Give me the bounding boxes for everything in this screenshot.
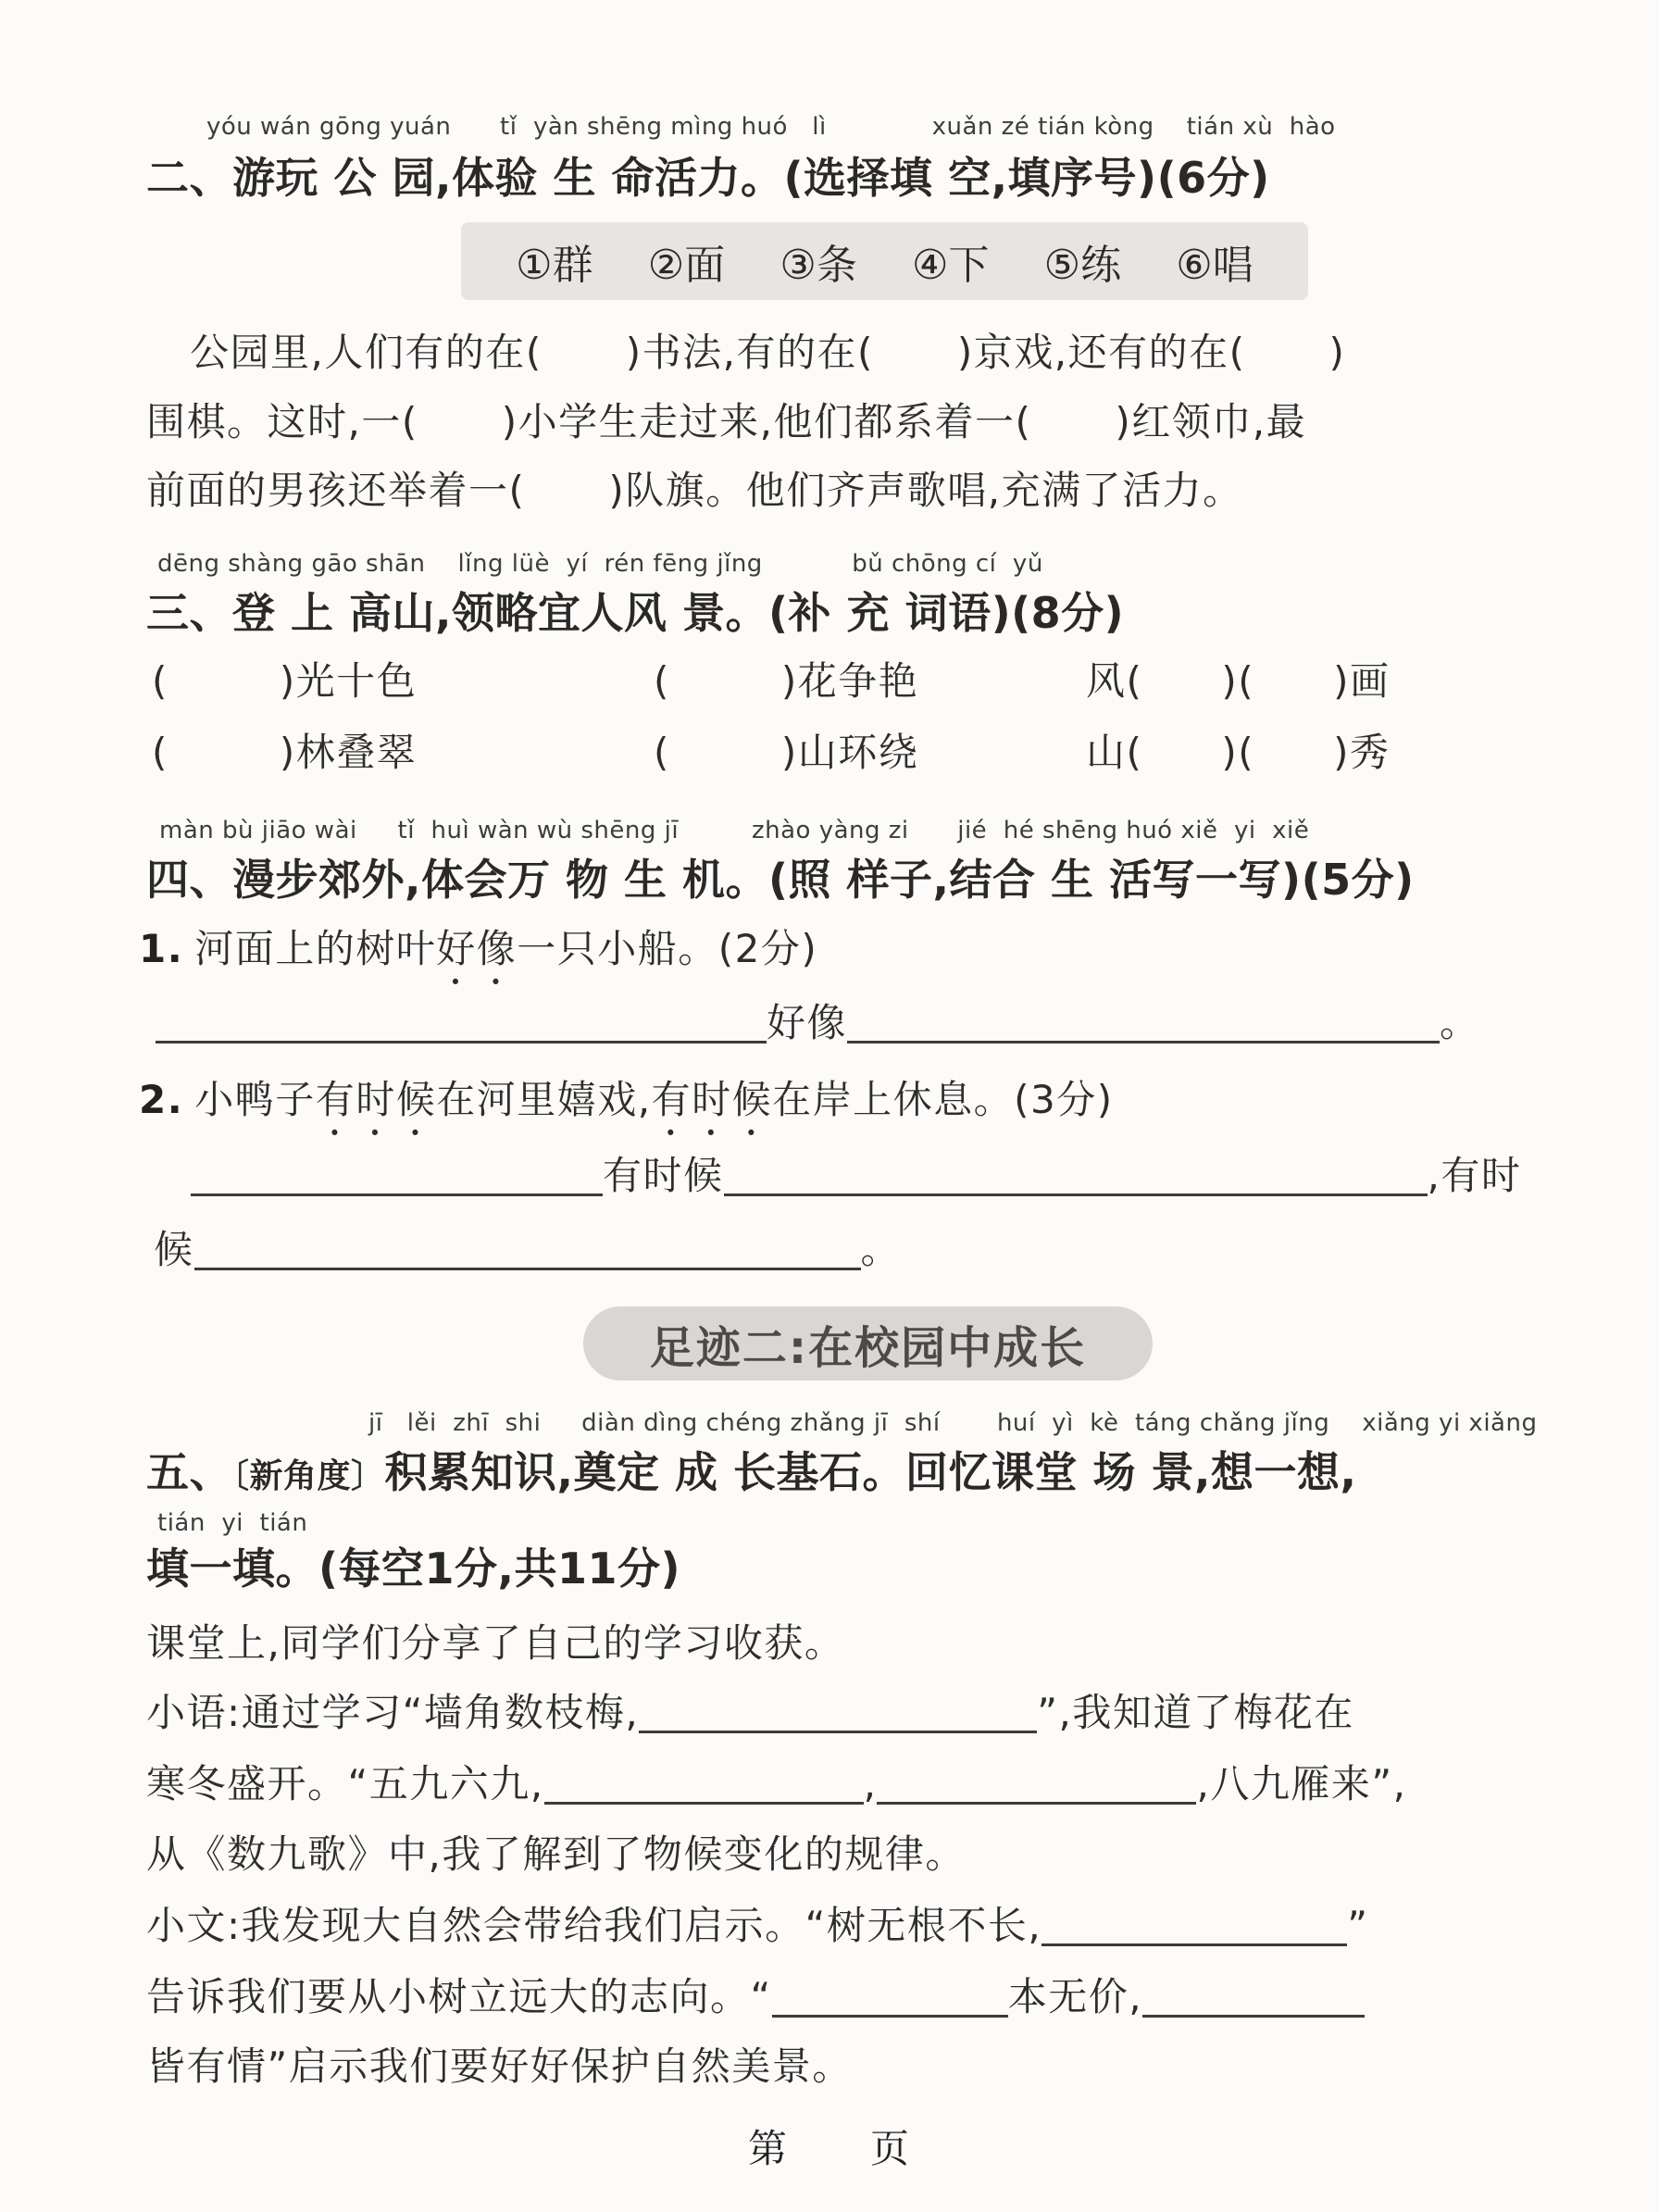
paragraph-line [146,1824,966,1880]
section3-pinyin: dēng shàng gāo shān lǐng lüè yí rén fēng jǐng bǔ chōng cí yǔ [157,550,1043,578]
item-number: 1. [139,926,184,971]
paragraph-line [146,1895,1369,1951]
text-run: 山( [1086,730,1143,775]
text-run: 。 [860,1227,902,1272]
text-run: 。 [1440,1000,1480,1045]
text-run: 从《数九歌》中,我了解到了物候变化的规律。 [146,1831,966,1877]
text-run: )山环绕 [780,730,919,775]
example-sentence [139,919,817,994]
text-run: 小鸭子 [194,1077,316,1122]
text-run: 本无价, [1007,1974,1143,2019]
sentence-text [194,926,817,971]
text-run: ( [152,658,168,704]
heading-text: 积累知识,奠定 成 长基石。回忆课堂 场 景,想一想, [384,1447,1357,1497]
text-run: )书法,有的在( [625,330,874,375]
text-run: 在河里嬉戏, [436,1077,652,1122]
section4-heading: 四、漫步郊外,体会万 物 生 机。(照 样子,结合 生 活写一写)(5分) [146,855,1415,905]
word-completion [1086,651,1391,706]
section2-pinyin: yóu wán gōng yuán tǐ yàn shēng mìng huó lì xuǎn zé tián kòng tián xù hào [206,113,1336,141]
answer-blank[interactable] [544,1763,864,1805]
text-run: ”,我知道了梅花在 [1037,1690,1354,1735]
section3-heading: 三、登 上 高山,领略宜人风 景。(补 充 词语)(8分) [146,588,1125,638]
text-run: 好像 [767,1000,848,1045]
text-run: )京戏,还有的在( [956,330,1246,375]
answer-blank[interactable] [156,1002,767,1044]
text-run: 小文:我发现大自然会带给我们启示。“树无根不长, [146,1903,1042,1948]
word-completion [654,651,918,706]
section5-subheading: 填一填。(每空1分,共11分) [146,1543,681,1593]
text-run: )秀 [1333,730,1391,775]
emphasized-text: 有时候 [651,1077,773,1122]
text-run: )( [1221,658,1255,704]
word-bank-item: ③条 [780,242,857,289]
answer-blank[interactable] [639,1692,1037,1733]
text-run: 前面的男孩还举着一( [146,468,526,513]
paragraph-line [146,2036,853,2092]
page-footer: 第 页 [747,2126,911,2171]
text-run: , [863,1761,878,1806]
fill-blank-sentence [146,392,1306,447]
answer-blank[interactable] [847,1002,1440,1044]
paragraph-line [146,1682,1354,1738]
text-run: 有时候 [603,1153,724,1198]
example-sentence [139,1069,1114,1144]
text-run: ( [654,658,670,704]
text-run: 课堂上,同学们分享了自己的学习收获。 [146,1620,845,1666]
section-banner [583,1306,1153,1381]
answer-line [156,993,1480,1048]
text-run: )队旗。他们齐声歌唱,充满了活力。 [608,468,1243,513]
text-run: 风( [1086,658,1143,704]
paragraph-line [146,1967,1365,2022]
text-run: ) [1328,330,1346,375]
fill-blank-sentence [190,322,1345,378]
text-run: 候 [154,1227,194,1272]
section2-heading: 二、游玩 公 园,体验 生 命活力。(选择填 空,填序号)(6分) [146,153,1270,203]
text-run: 一只小船。(2分) [517,926,818,971]
paragraph-line [146,1613,844,1668]
text-run: ,八九雁来”, [1196,1761,1407,1806]
paragraph-line [146,1754,1406,1809]
text-run: ” [1347,1903,1369,1948]
answer-line [191,1145,1521,1201]
sentence-text [194,1077,1113,1122]
word-bank-item: ②面 [647,242,726,289]
answer-blank[interactable] [1042,1905,1347,1946]
answer-blank[interactable] [191,1155,603,1196]
text-run: )林叠翠 [279,730,418,775]
heading-number: 五、 [146,1447,232,1497]
text-run: 小语:通过学习“墙角数枝梅, [146,1690,640,1735]
answer-line [154,1219,901,1275]
answer-blank[interactable] [772,1976,1008,2018]
word-completion [152,722,417,778]
word-bank-item: ④下 [912,242,990,289]
word-bank-item: ①群 [516,242,593,289]
answer-blank[interactable] [877,1763,1196,1805]
new-angle-badge: 〔新角度〕 [232,1457,385,1495]
word-bank-item: ⑥唱 [1176,242,1254,289]
fill-blank-sentence [146,460,1243,516]
text-run: )画 [1333,658,1391,704]
word-bank [461,222,1308,300]
section5-pinyin2: tián yi tián [157,1509,308,1537]
text-run: 皆有情”启示我们要好好保护自然美景。 [146,2043,853,2089]
section4-pinyin: màn bù jiāo wài tǐ huì wàn wù shēng jī zhào yàng zi jié hé shēng huó xiě yi xiě [159,817,1310,844]
text-run: 在岸上休息。(3分) [772,1077,1114,1122]
word-bank-item: ⑤练 [1043,242,1122,289]
text-run: )光十色 [279,658,418,704]
text-run: )小学生走过来,他们都系着一( [501,399,1032,444]
emphasized-text: 有时候 [315,1077,437,1122]
text-run: 寒冬盛开。“五九六九, [146,1761,544,1806]
text-run: ( [654,730,670,775]
text-run: )( [1221,730,1255,775]
text-run: ,有时 [1427,1153,1522,1198]
word-completion [152,651,417,706]
text-run: 河面上的树叶 [194,926,437,971]
text-run: ( [152,730,168,775]
worksheet-content [139,0,1567,2212]
section5-heading [146,1439,1357,1500]
text-run: 围棋。这时,一( [146,399,418,444]
emphasized-text: 好像 [436,926,518,971]
word-completion [654,722,918,778]
banner-label: 足迹二:在校园中成长 [649,1321,1087,1374]
text-run: )花争艳 [780,658,919,704]
text-run: 公园里,人们有的在( [190,330,543,375]
item-number: 2. [139,1077,184,1122]
answer-blank[interactable] [724,1155,1428,1196]
answer-blank[interactable] [194,1229,861,1270]
text-run: )红领巾,最 [1115,399,1307,444]
section5-pinyin: jī lěi zhī shi diàn dìng chéng zhǎng jī shí huí yì kè táng chǎng jǐng xiǎng yi xiǎng [368,1409,1538,1437]
word-completion [1086,722,1391,778]
text-run: 告诉我们要从小树立远大的志向。“ [146,1974,772,2019]
answer-blank[interactable] [1142,1976,1365,2018]
